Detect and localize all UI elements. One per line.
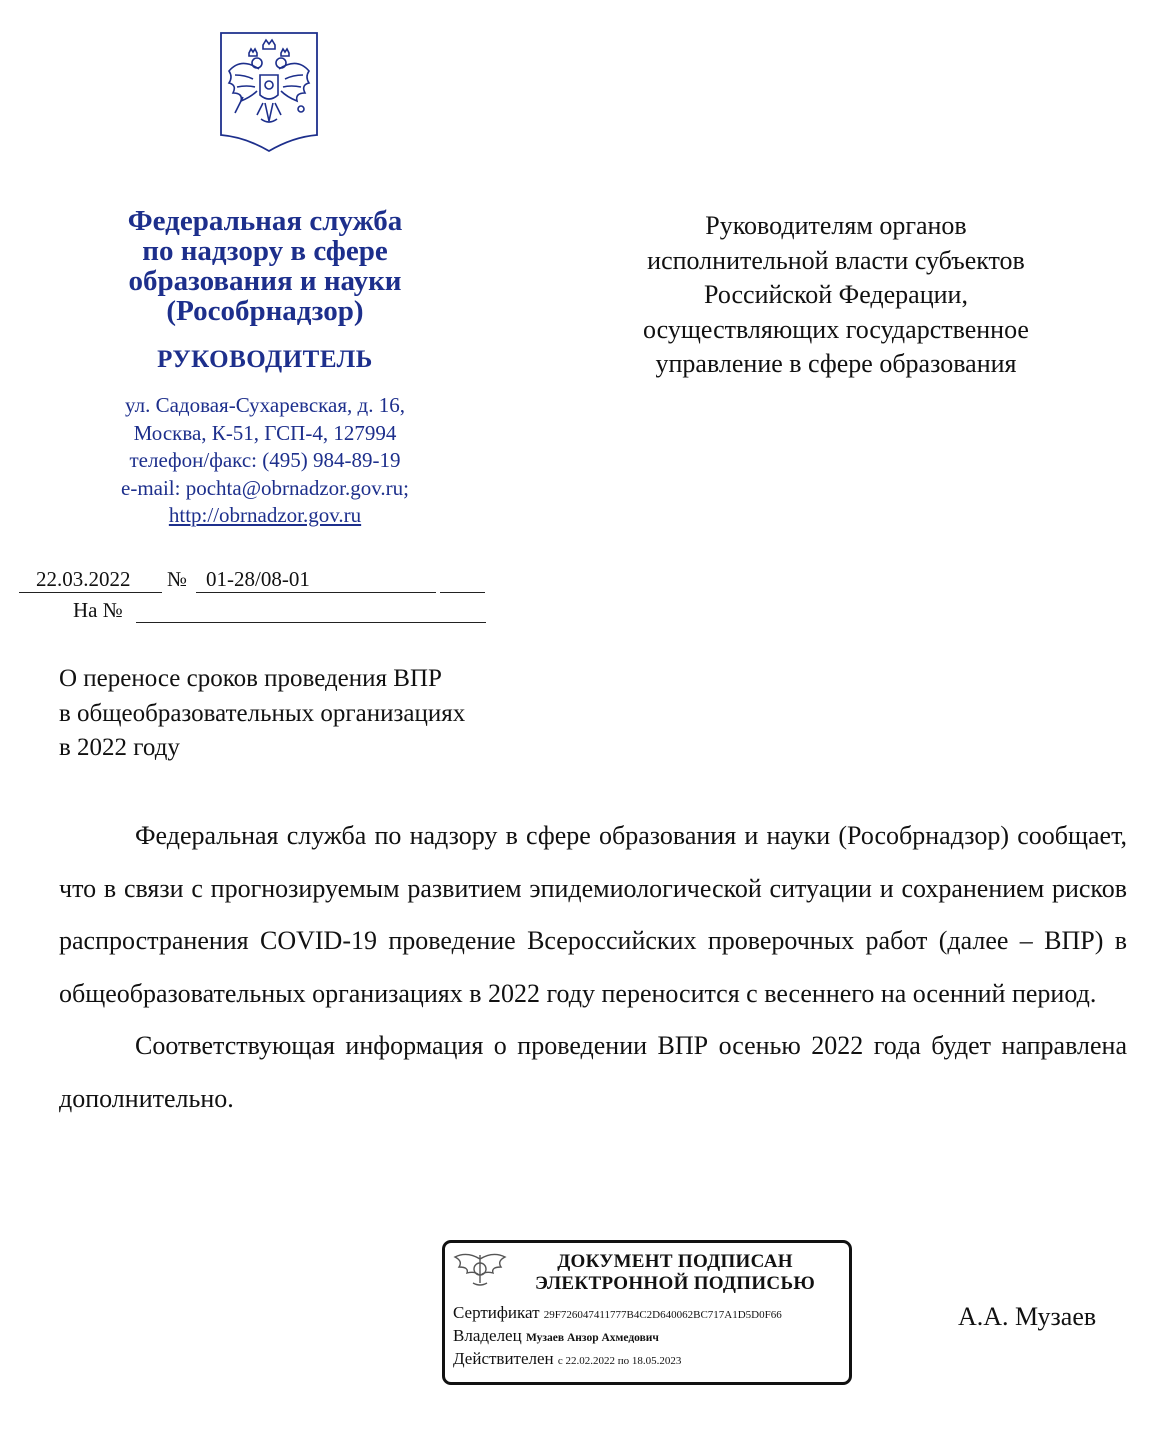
address-street: ул. Садовая-Сухаревская, д. 16, xyxy=(125,393,405,417)
letter-body xyxy=(59,810,1127,1125)
body-paragraph: Соответствующая информация о проведении ВПР осенью 2022 года будет направлена дополнительно. xyxy=(59,1031,1127,1113)
number-label: № xyxy=(167,567,188,591)
address-city: Москва, К-51, ГСП-4, 127994 xyxy=(133,420,397,445)
document-number: 01-28/08-01 xyxy=(206,567,310,591)
website-link[interactable]: http://obrnadzor.gov.ru xyxy=(168,503,362,527)
owner-value: Музаев Анзор Ахмедович xyxy=(525,1332,659,1344)
reference-label: На № xyxy=(73,598,123,622)
organization-name: Федеральная служба по надзору в сфере образования и науки (Рособрнадзор) xyxy=(127,205,403,327)
sender-address xyxy=(60,392,470,530)
recipient-block: Руководителям органов исполнительной власти субъектов Российской Федерации, осуществляющих государственное управление в сфере образования xyxy=(643,211,1029,378)
address-email: e-mail: pochta@obrnadzor.gov.ru; xyxy=(121,475,409,500)
sender-block xyxy=(60,206,470,530)
signer-name: А.А. Музаев xyxy=(958,1302,1097,1331)
validity-value: с 22.02.2022 по 18.05.2023 xyxy=(557,1355,682,1367)
document-date: 22.03.2022 xyxy=(36,567,131,591)
address-phone: телефон/факс: (495) 984-89-19 xyxy=(129,448,401,472)
rosobrnadzor-logo-icon xyxy=(451,1249,509,1289)
russian-coat-of-arms-icon xyxy=(219,31,319,153)
number-underline xyxy=(196,592,436,593)
stamp-owner-row: Владелец Музаев Анзор Ахмедович xyxy=(453,1326,659,1345)
letter-subject: О переносе сроков проведения ВПР в общеобразовательных организациях в 2022 году xyxy=(59,665,466,761)
certificate-value: 29F726047411777B4C2D640062BC717A1D5D0F66 xyxy=(543,1309,782,1321)
stamp-certificate-row: Сертификат 29F726047411777B4C2D640062BC717A1D5D0F66 xyxy=(453,1303,782,1322)
electronic-signature-stamp xyxy=(442,1240,852,1385)
sender-role: РУКОВОДИТЕЛЬ xyxy=(157,346,373,373)
reference-underline xyxy=(136,622,486,623)
stamp-validity-row: Действителен с 22.02.2022 по 18.05.2023 xyxy=(453,1349,682,1368)
date-underline xyxy=(19,592,162,593)
stamp-title: ДОКУМЕНТ ПОДПИСАН ЭЛЕКТРОННОЙ ПОДПИСЬЮ xyxy=(534,1251,816,1294)
body-paragraph: Федеральная служба по надзору в сфере образования и науки (Рособрнадзор) сообщает, что в связи с прогнозируемым развитием эпидемиологической ситуации и сохранением рисков распространения COVID-19 проведение Всероссийских проверочных работ (далее – ВПР) в общеобразовательных организациях в 2022 году переносится с весеннего на осенний период. xyxy=(59,821,1127,1008)
number-underline-tail xyxy=(440,592,485,593)
